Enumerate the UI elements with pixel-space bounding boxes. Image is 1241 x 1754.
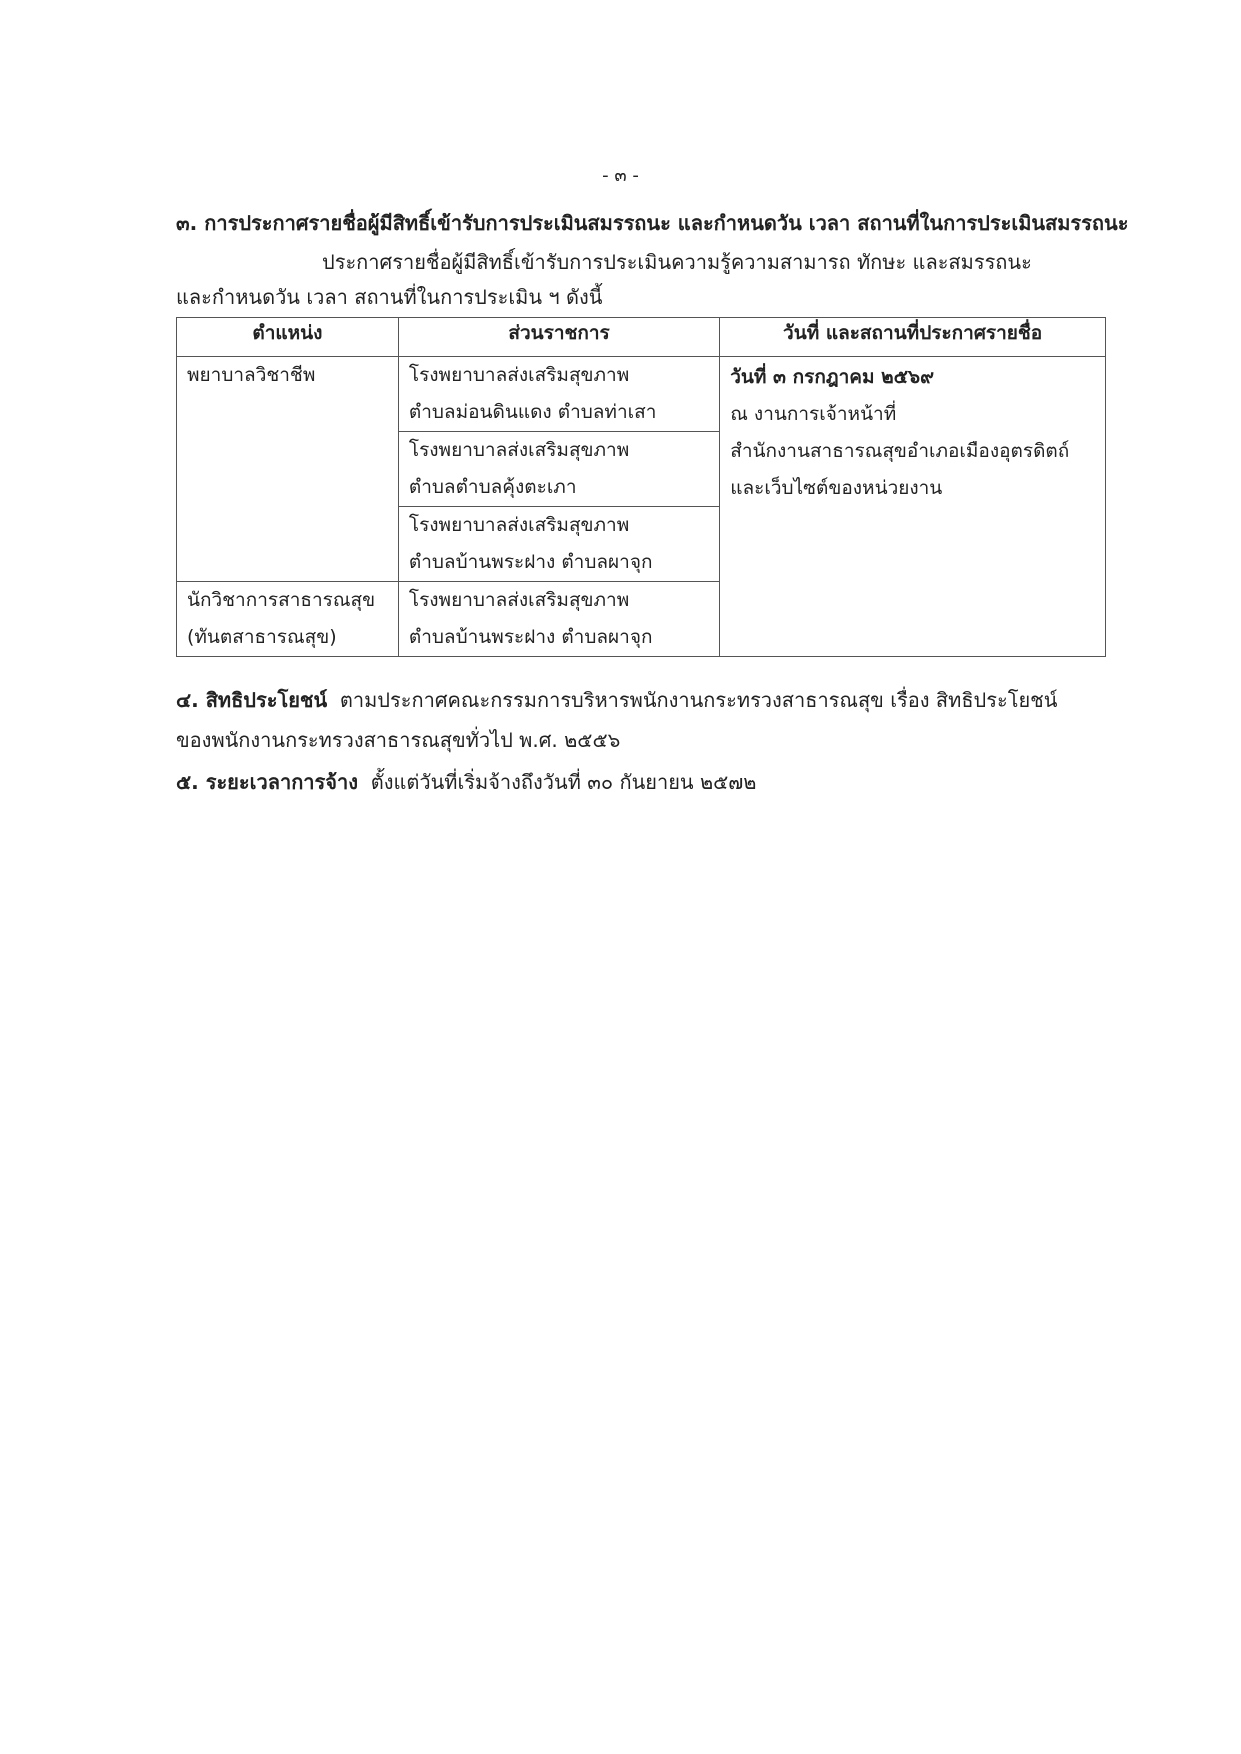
header-position: ตำแหน่ง bbox=[177, 318, 399, 357]
agency-cell bbox=[398, 582, 719, 657]
agency-line2: ตำบลม่อนดินแดง ตำบลท่าเสา bbox=[408, 401, 657, 423]
agency-line1: โรงพยาบาลส่งเสริมสุขภาพ bbox=[408, 364, 630, 386]
agency-cell bbox=[398, 357, 719, 432]
agency-cell bbox=[398, 507, 719, 582]
announcement-line: และเว็บไซต์ของหน่วยงาน bbox=[730, 477, 943, 499]
section4 bbox=[176, 680, 1121, 760]
section3-paragraph-line1: ประกาศรายชื่อผู้มีสิทธิ์เข้ารับการประเมินความรู้ความสามารถ ทักษะ และสมรรถนะ bbox=[322, 250, 1032, 274]
position-cell bbox=[177, 582, 399, 657]
agency-line2: ตำบลตำบลคุ้งตะเภา bbox=[408, 476, 577, 498]
section5 bbox=[176, 767, 1121, 797]
agency-line1: โรงพยาบาลส่งเสริมสุขภาพ bbox=[408, 439, 630, 461]
header-announcement: วันที่ และสถานที่ประกาศรายชื่อ bbox=[720, 318, 1106, 357]
agency-line1: โรงพยาบาลส่งเสริมสุขภาพ bbox=[408, 589, 630, 611]
position-name: นักวิชาการสาธารณสุข bbox=[187, 589, 376, 611]
announcement-line: ณ งานการเจ้าหน้าที่ bbox=[730, 403, 897, 425]
position-name: พยาบาลวิชาชีพ bbox=[187, 364, 316, 386]
section4-text-line1: ตามประกาศคณะกรรมการบริหารพนักงานกระทรวงสาธารณสุข เรื่อง สิทธิประโยชน์ bbox=[339, 688, 1058, 712]
section4-line1 bbox=[176, 680, 1121, 720]
announcement-cell bbox=[720, 357, 1106, 657]
position-name-sub: (ทันตสาธารณสุข) bbox=[187, 626, 337, 648]
section4-text-line2: ของพนักงานกระทรวงสาธารณสุขทั่วไป พ.ศ. ๒๕๕๖ bbox=[176, 728, 621, 752]
announcement-date: วันที่ ๓ กรกฎาคม ๒๕๖๙ bbox=[730, 366, 935, 388]
announcement-table bbox=[176, 317, 1106, 657]
section4-label: ๔. สิทธิประโยชน์ bbox=[176, 688, 328, 712]
agency-line2: ตำบลบ้านพระฝาง ตำบลผาจุก bbox=[408, 626, 653, 648]
section5-label: ๕. ระยะเวลาการจ้าง bbox=[176, 770, 358, 794]
section3-heading: ๓. การประกาศรายชื่อผู้มีสิทธิ์เข้ารับการประเมินสมรรถนะ และกำหนดวัน เวลา สถานที่ในการประเมินสมรรถนะ bbox=[176, 211, 1129, 235]
page-number: - ๓ - bbox=[602, 165, 639, 186]
agency-line1: โรงพยาบาลส่งเสริมสุขภาพ bbox=[408, 514, 630, 536]
section3-paragraph-line2: และกำหนดวัน เวลา สถานที่ในการประเมิน ฯ ดังนี้ bbox=[176, 285, 603, 309]
section5-text: ตั้งแต่วันที่เริ่มจ้างถึงวันที่ ๓๐ กันยายน ๒๕๗๒ bbox=[370, 770, 757, 794]
agency-cell bbox=[398, 432, 719, 507]
position-cell bbox=[177, 357, 399, 582]
header-agency: ส่วนราชการ bbox=[398, 318, 719, 357]
table-header-row bbox=[177, 318, 1106, 357]
table-row bbox=[177, 357, 1106, 432]
announcement-line: สำนักงานสาธารณสุขอำเภอเมืองอุตรดิตถ์ bbox=[730, 440, 1070, 462]
agency-line2: ตำบลบ้านพระฝาง ตำบลผาจุก bbox=[408, 551, 653, 573]
